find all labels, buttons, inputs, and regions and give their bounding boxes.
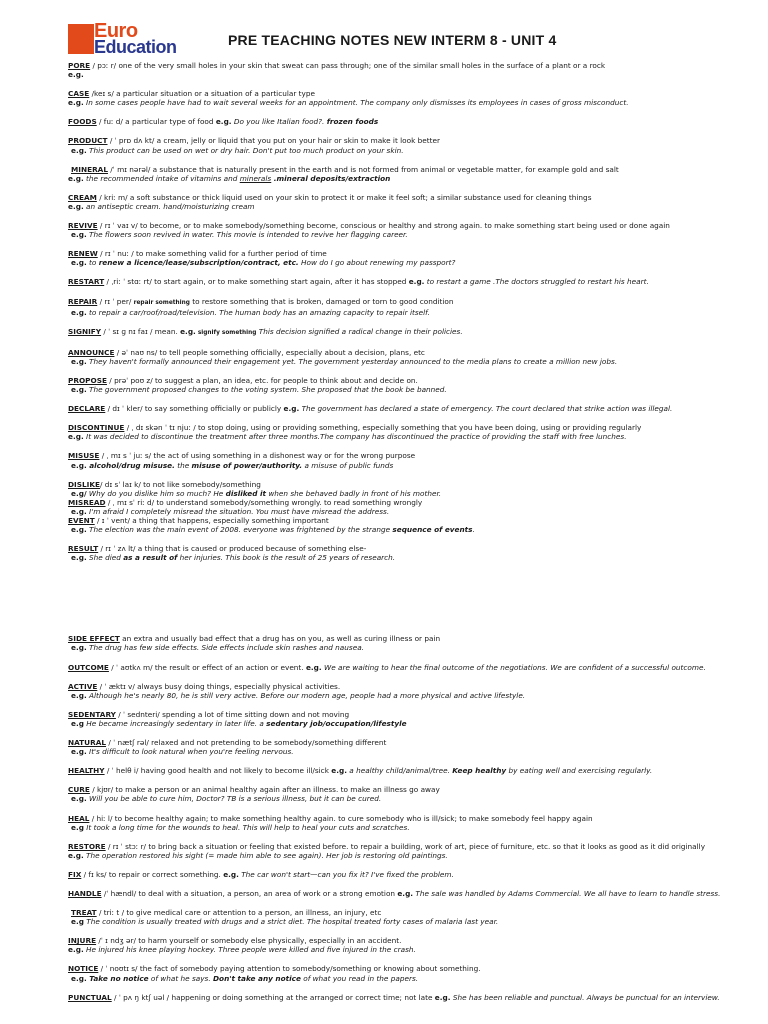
example-text-2: a misuse of public funds bbox=[302, 460, 394, 470]
definition: / pɔː r/ one of the very small holes in your skin that sweat can pass through; one of the similar small holes in the surface of a plant or a rock bbox=[90, 61, 606, 70]
example-label: e.g. bbox=[68, 98, 84, 108]
headword: FOODS bbox=[68, 117, 97, 127]
entry-renew bbox=[68, 249, 768, 267]
definition: / ˈ sɪ ɡ nɪ faɪ / mean. bbox=[101, 326, 181, 336]
example-label: e.g. bbox=[397, 888, 414, 898]
page-title: PRE TEACHING NOTES NEW INTERM 8 - UNIT 4 bbox=[228, 32, 557, 48]
entry-fix bbox=[68, 870, 768, 879]
collocation: sedentary job/occupation/lifestyle bbox=[266, 718, 407, 728]
collocation-2: Don't take any notice bbox=[213, 973, 301, 983]
example-label: e.g. bbox=[68, 432, 84, 442]
entry-restart bbox=[68, 277, 768, 286]
example-text: the recommended intake of vitamins and bbox=[83, 173, 240, 183]
headword: INJURE bbox=[68, 936, 97, 946]
entry-heal bbox=[68, 814, 768, 832]
definition: / ˌ mɪ s ˈ juː s/ the act of using something in a dishonest way or for the wrong purpose bbox=[99, 451, 416, 461]
example-label: e.g. bbox=[71, 747, 87, 757]
definition: / ˌ dɪ skən ˈ tɪ njuː / to stop doing, using or providing something, especially something that you have been doing, using or providing regularly bbox=[124, 423, 642, 433]
example-text: the bbox=[174, 460, 192, 470]
logo-text-top: Euro bbox=[94, 20, 138, 42]
logo-mark-icon bbox=[68, 24, 94, 54]
headword: RESULT bbox=[68, 544, 99, 554]
entry-punctual bbox=[68, 993, 768, 1002]
entry-misread bbox=[68, 498, 768, 516]
entry-misuse bbox=[68, 451, 768, 469]
definition: / kriː m/ a soft substance or thick liquid used on your skin to protect it or make it feel soft; a similar substance used for cleaning things bbox=[96, 192, 592, 202]
headword: HEAL bbox=[68, 813, 90, 823]
headword: CREAM bbox=[68, 192, 97, 202]
entry-treat bbox=[68, 908, 768, 926]
example-text-2: . bbox=[472, 525, 475, 535]
page-header bbox=[68, 20, 768, 57]
definition: / rɪ ˈ nuː / to make something valid for a further period of time bbox=[97, 249, 327, 259]
euro-education-logo bbox=[68, 20, 220, 57]
collocation-2: misuse of power/authority. bbox=[191, 460, 303, 470]
definition: an extra and usually bad effect that a drug has on you, as well as curing illness or pain bbox=[119, 634, 441, 644]
headword: SIDE EFFECT bbox=[68, 634, 120, 644]
example-label: e.g. bbox=[71, 307, 87, 317]
example-text-2: by eating well and exercising regularly. bbox=[506, 766, 653, 776]
entry-outcome bbox=[68, 663, 768, 672]
entry-side-effect bbox=[68, 634, 768, 652]
example-text: The car won't start—can you fix it? I've fixed the problem. bbox=[238, 869, 454, 879]
example-label: e.g. bbox=[71, 794, 87, 804]
definition: / ˈ pʌ ŋ ktʃ uəl / happening or doing something at the arranged or correct time; not late bbox=[111, 992, 435, 1002]
example-label: e.g. bbox=[434, 992, 451, 1002]
definition: / kjʊr/ to make a person or an animal healthy again after an illness. to make an illness go away bbox=[89, 785, 440, 795]
example-label: e.g bbox=[71, 718, 84, 728]
entry-notice bbox=[68, 964, 768, 982]
example-label: e.g. bbox=[68, 945, 84, 955]
entry-sedentary bbox=[68, 710, 768, 728]
collocation: sequence of events bbox=[392, 525, 473, 535]
headword: OUTCOME bbox=[68, 662, 109, 672]
definition: / ˈ noʊtɪ s/ the fact of somebody paying attention to somebody/something or knowing about something. bbox=[98, 964, 481, 974]
example-text: of what he says. bbox=[148, 973, 213, 983]
example-label: e.g. bbox=[71, 356, 87, 366]
example-label: e.g. bbox=[68, 201, 84, 211]
example-text-2: her injuries. This book is the result of 25 years of research. bbox=[177, 553, 396, 563]
example-text: The government proposed changes to the voting system. She proposed that the book be banned. bbox=[86, 385, 447, 395]
example-text: to restart a game .The doctors struggled to restart his heart. bbox=[424, 277, 649, 287]
entry-event bbox=[68, 516, 768, 534]
headword: PORE bbox=[68, 61, 91, 70]
example-label: e.g. bbox=[215, 117, 232, 127]
definition: / ˈ sednteri/ spending a lot of time sitting down and not moving bbox=[115, 709, 350, 719]
definition: / ˈ prɒ dʌ kt/ a cream, jelly or liquid that you put on your hair or skin to make it look better bbox=[107, 136, 440, 146]
headword: DISLIKE bbox=[68, 479, 101, 489]
definition: / əˈ naʊ ns/ to tell people something officially, especially about a decision, plans, etc bbox=[114, 347, 425, 357]
definition: / fuː d/ a particular type of food bbox=[96, 117, 216, 127]
example-label: e.g. bbox=[305, 662, 322, 672]
entry-announce bbox=[68, 348, 768, 366]
collocation: renew a licence/lease/subscription/contract, etc. bbox=[98, 258, 299, 268]
example-text: Although he's nearly 80, he is still very active. Before our modern age, people had a more physical and active lifestyle. bbox=[86, 690, 526, 700]
definition: / prəˈ poʊ z/ to suggest a plan, an idea, etc. for people to think about and decide on. bbox=[106, 375, 418, 385]
example-label: e.g bbox=[71, 822, 84, 832]
entry-dislike bbox=[68, 480, 768, 498]
headword: CASE bbox=[68, 89, 90, 99]
example-text: The drug has few side effects. Side effects include skin rashes and nausea. bbox=[86, 643, 364, 653]
example-label: e.g. bbox=[68, 850, 84, 860]
headword: ANNOUNCE bbox=[68, 347, 115, 357]
example-text: Will you be able to cure him, Doctor? TB is a serious illness, but it can be cured. bbox=[86, 794, 382, 804]
example-text: This decision signified a radical change in their policies. bbox=[256, 326, 463, 336]
definition: / ˈ æktɪ v/ always busy doing things, especially physical activities. bbox=[97, 681, 341, 691]
definition: / fɪ ks/ to repair or correct something. bbox=[81, 869, 224, 879]
entry-active bbox=[68, 682, 768, 700]
definition: / ˌ mɪ sˈ riː d/ to understand somebody/something wrongly. to read something wrongly bbox=[105, 497, 423, 507]
headword: RESTART bbox=[68, 277, 105, 287]
headword: HEALTHY bbox=[68, 766, 105, 776]
example-text: to bbox=[86, 258, 99, 268]
example-text: an antiseptic cream. hand/moisturizing cream bbox=[83, 201, 255, 211]
entry-mineral bbox=[68, 165, 768, 183]
headword: PRODUCT bbox=[68, 136, 108, 146]
example-text: She has been reliable and punctual. Always be punctual for an interview. bbox=[450, 992, 720, 1002]
example-text: The government has declared a state of emergency. The court declared that strike action was illegal. bbox=[299, 404, 673, 414]
example-label: e.g bbox=[71, 917, 84, 927]
grammar-pattern: signify something bbox=[195, 329, 257, 336]
definition-2: to restore something that is broken, damaged or torn to good condition bbox=[189, 296, 454, 306]
definition: /keɪ s/ a particular situation or a situation of a particular type bbox=[89, 89, 315, 99]
example-label: e.g. bbox=[408, 277, 425, 287]
headword: PUNCTUAL bbox=[68, 992, 112, 1002]
collocation: Keep healthy bbox=[452, 766, 507, 776]
entry-handle bbox=[68, 889, 768, 898]
headword: REVIVE bbox=[68, 221, 98, 231]
headword: MINERAL bbox=[71, 164, 108, 174]
definition: / dɪ sˈ laɪ k/ to not like somebody/something bbox=[100, 479, 261, 489]
entry-injure bbox=[68, 936, 768, 954]
definition: /ˈ mɪ nərəl/ a substance that is naturally present in the earth and is not formed from animal or vegetable matter, for example gold and salt bbox=[107, 164, 619, 174]
entry-discontinue bbox=[68, 423, 768, 441]
collocation: alcohol/drug misuse. bbox=[86, 460, 175, 470]
example-label: e.g. bbox=[68, 173, 84, 183]
grammar-pattern: repair something bbox=[133, 299, 190, 306]
example-text: We are waiting to hear the final outcome of the negotiations. We are confident of a successful outcome. bbox=[321, 662, 706, 672]
example-label: e.g/ bbox=[71, 488, 87, 498]
headword: RESTORE bbox=[68, 841, 106, 851]
example-text: The flowers soon revived in water. This movie is intended to revive her flagging career. bbox=[86, 230, 408, 240]
example-text: The operation restored his sight (= made him able to see again). Her job is restoring old paintings. bbox=[83, 850, 448, 860]
entry-result bbox=[68, 544, 768, 562]
headword: CURE bbox=[68, 785, 90, 795]
definition: /ˈ ɪ ndʒ ər/ to harm yourself or somebody else physically, especially in an accident. bbox=[96, 936, 402, 946]
headword: TREAT bbox=[71, 908, 97, 918]
logo-text-bottom: Education bbox=[94, 37, 177, 57]
example-text: It took a long time for the wounds to heal. This will help to heal your cuts and scratches. bbox=[83, 822, 410, 832]
headword: NATURAL bbox=[68, 738, 107, 748]
entry-signify bbox=[68, 327, 768, 338]
example-label: e.g. bbox=[283, 404, 300, 414]
headword: EVENT bbox=[68, 516, 95, 525]
example-text: This product can be used on wet or dry hair. Don't put too much product on your skin. bbox=[86, 145, 404, 155]
example-text: Do you like Italian food?. bbox=[231, 117, 327, 127]
headword: NOTICE bbox=[68, 964, 99, 974]
definition: / rɪ ˈ zʌ lt/ a thing that is caused or produced because of something else- bbox=[98, 544, 367, 554]
example-label: e.g. bbox=[71, 258, 87, 268]
headword: FIX bbox=[68, 869, 82, 879]
example-label: e.g. bbox=[331, 766, 347, 776]
headword: MISUSE bbox=[68, 451, 100, 461]
definition: / ˈ helθ i/ having good health and not likely to become ill/sick bbox=[104, 766, 332, 776]
example-label: e.g. bbox=[71, 460, 87, 470]
example-text: He became increasingly sedentary in later life. a bbox=[83, 718, 267, 728]
definition: / rɪ ˈ per/ bbox=[97, 296, 134, 306]
collocation: Take no notice bbox=[86, 973, 149, 983]
example-text: I'm afraid I completely misread the situation. You must have misread the address. bbox=[86, 506, 390, 516]
entry-restore bbox=[68, 842, 768, 860]
example-label: e.g. bbox=[71, 973, 87, 983]
example-text: He injured his knee playing hockey. Three people were killed and five injured in the crash. bbox=[83, 945, 416, 955]
definition: / rɪ ˈ vaɪ v/ to become, or to make somebody/something become, conscious or healthy and strong again. to make something start being used or done again bbox=[97, 221, 670, 231]
example-text-2: of what you read in the papers. bbox=[300, 973, 419, 983]
example-label: e.g. bbox=[71, 690, 87, 700]
example-text: It's difficult to look natural when you're feeling nervous. bbox=[86, 747, 294, 757]
headword: SEDENTARY bbox=[68, 709, 116, 719]
entry-pore bbox=[68, 61, 768, 79]
example-label: e.g. bbox=[71, 145, 87, 155]
entry-healthy bbox=[68, 766, 768, 775]
definition: / hiː l/ to become healthy again; to make something healthy again. to cure somebody who is ill/sick; to make somebody feel happy again bbox=[89, 813, 593, 823]
definition: / dɪ ˈ kler/ to say something officially or publicly bbox=[105, 404, 284, 414]
headword: RENEW bbox=[68, 249, 98, 259]
entry-product bbox=[68, 136, 768, 154]
example-text: a healthy child/animal/tree. bbox=[346, 766, 453, 776]
example-text-2: How do I go about renewing my passport? bbox=[298, 258, 456, 268]
collocation: as a result of bbox=[123, 553, 178, 563]
definition: / rɪ ˈ stɔː r/ to bring back a situation or feeling that existed before. to repair a building, work of art, piece of furniture, etc. so that it looks as good as it did originally bbox=[105, 841, 706, 851]
headword: REPAIR bbox=[68, 296, 98, 306]
example-label: e.g. bbox=[71, 553, 87, 563]
entry-cure bbox=[68, 785, 768, 803]
example-text: She died bbox=[86, 553, 124, 563]
headword: DECLARE bbox=[68, 404, 106, 414]
example-text-2: when she behaved badly in front of his mother. bbox=[266, 488, 442, 498]
example-label: e.g. bbox=[180, 326, 196, 336]
example-text: In some cases people have had to wait several weeks for an appointment. The company only dismisses its employees in cases of gross misconduct. bbox=[83, 98, 629, 108]
example-underlined: minerals bbox=[239, 173, 272, 183]
example-text: The election was the main event of 2008. everyone was frightened by the strange bbox=[86, 525, 393, 535]
headword: PROPOSE bbox=[68, 375, 107, 385]
example-label: e.g. bbox=[223, 869, 239, 879]
example-label: e.g. bbox=[71, 525, 87, 535]
example-text: It was decided to discontinue the treatment after three months.The company has discontinued the practice of providing the staff with free lunches. bbox=[83, 432, 627, 442]
example-label: e.g. bbox=[71, 385, 87, 395]
example-label: e.g. bbox=[71, 506, 87, 516]
entry-natural bbox=[68, 738, 768, 756]
collocation: frozen foods bbox=[326, 117, 379, 127]
definition: / triː t / to give medical care or attention to a person, an illness, an injury, etc bbox=[96, 908, 382, 918]
entry-cream bbox=[68, 193, 768, 211]
entry-propose bbox=[68, 376, 768, 394]
example-label: e.g. bbox=[68, 70, 84, 80]
definition: / ˈ nætʃ rəl/ relaxed and not pretending to be somebody/something different bbox=[106, 738, 387, 748]
entry-foods bbox=[68, 117, 768, 126]
example-text: to repair a car/roof/road/television. The human body has an amazing capacity to repair itself. bbox=[86, 307, 430, 317]
example-text: They haven't formally announced their engagement yet. The government yesterday announced to the media plans to create a million new jobs. bbox=[86, 356, 618, 366]
definition: / ˌriː ˈ stɑː rt/ to start again, or to make something start again, after it has stopped bbox=[104, 277, 409, 287]
headword: ACTIVE bbox=[68, 681, 98, 691]
entry-repair bbox=[68, 297, 768, 317]
collocation: .mineral deposits/extraction bbox=[271, 173, 391, 183]
entry-revive bbox=[68, 221, 768, 239]
entry-case bbox=[68, 89, 768, 107]
definition: / ˈ aʊtkʌ m/ the result or effect of an action or event. bbox=[108, 662, 306, 672]
headword: HANDLE bbox=[68, 888, 102, 898]
headword: SIGNIFY bbox=[68, 326, 102, 336]
example-text: The condition is usually treated with drugs and a strict diet. The hospital treated forty cases of malaria last year. bbox=[83, 917, 499, 927]
definition: /ˈ hændl/ to deal with a situation, a person, an area of work or a strong emotion bbox=[101, 888, 398, 898]
example-text: The sale was handled by Adams Commercial. We all have to learn to handle stress. bbox=[413, 888, 721, 898]
example-label: e.g. bbox=[71, 230, 87, 240]
example-label: e.g. bbox=[71, 643, 87, 653]
example-text: Why do you dislike him so much? He bbox=[86, 488, 226, 498]
headword: MISREAD bbox=[68, 497, 106, 507]
headword: DISCONTINUE bbox=[68, 423, 125, 433]
entry-declare bbox=[68, 404, 768, 413]
definition: / ɪ ˈ vent/ a thing that happens, especially something important bbox=[94, 516, 329, 525]
vocabulary-list bbox=[68, 61, 768, 1012]
collocation: disliked it bbox=[225, 488, 266, 498]
